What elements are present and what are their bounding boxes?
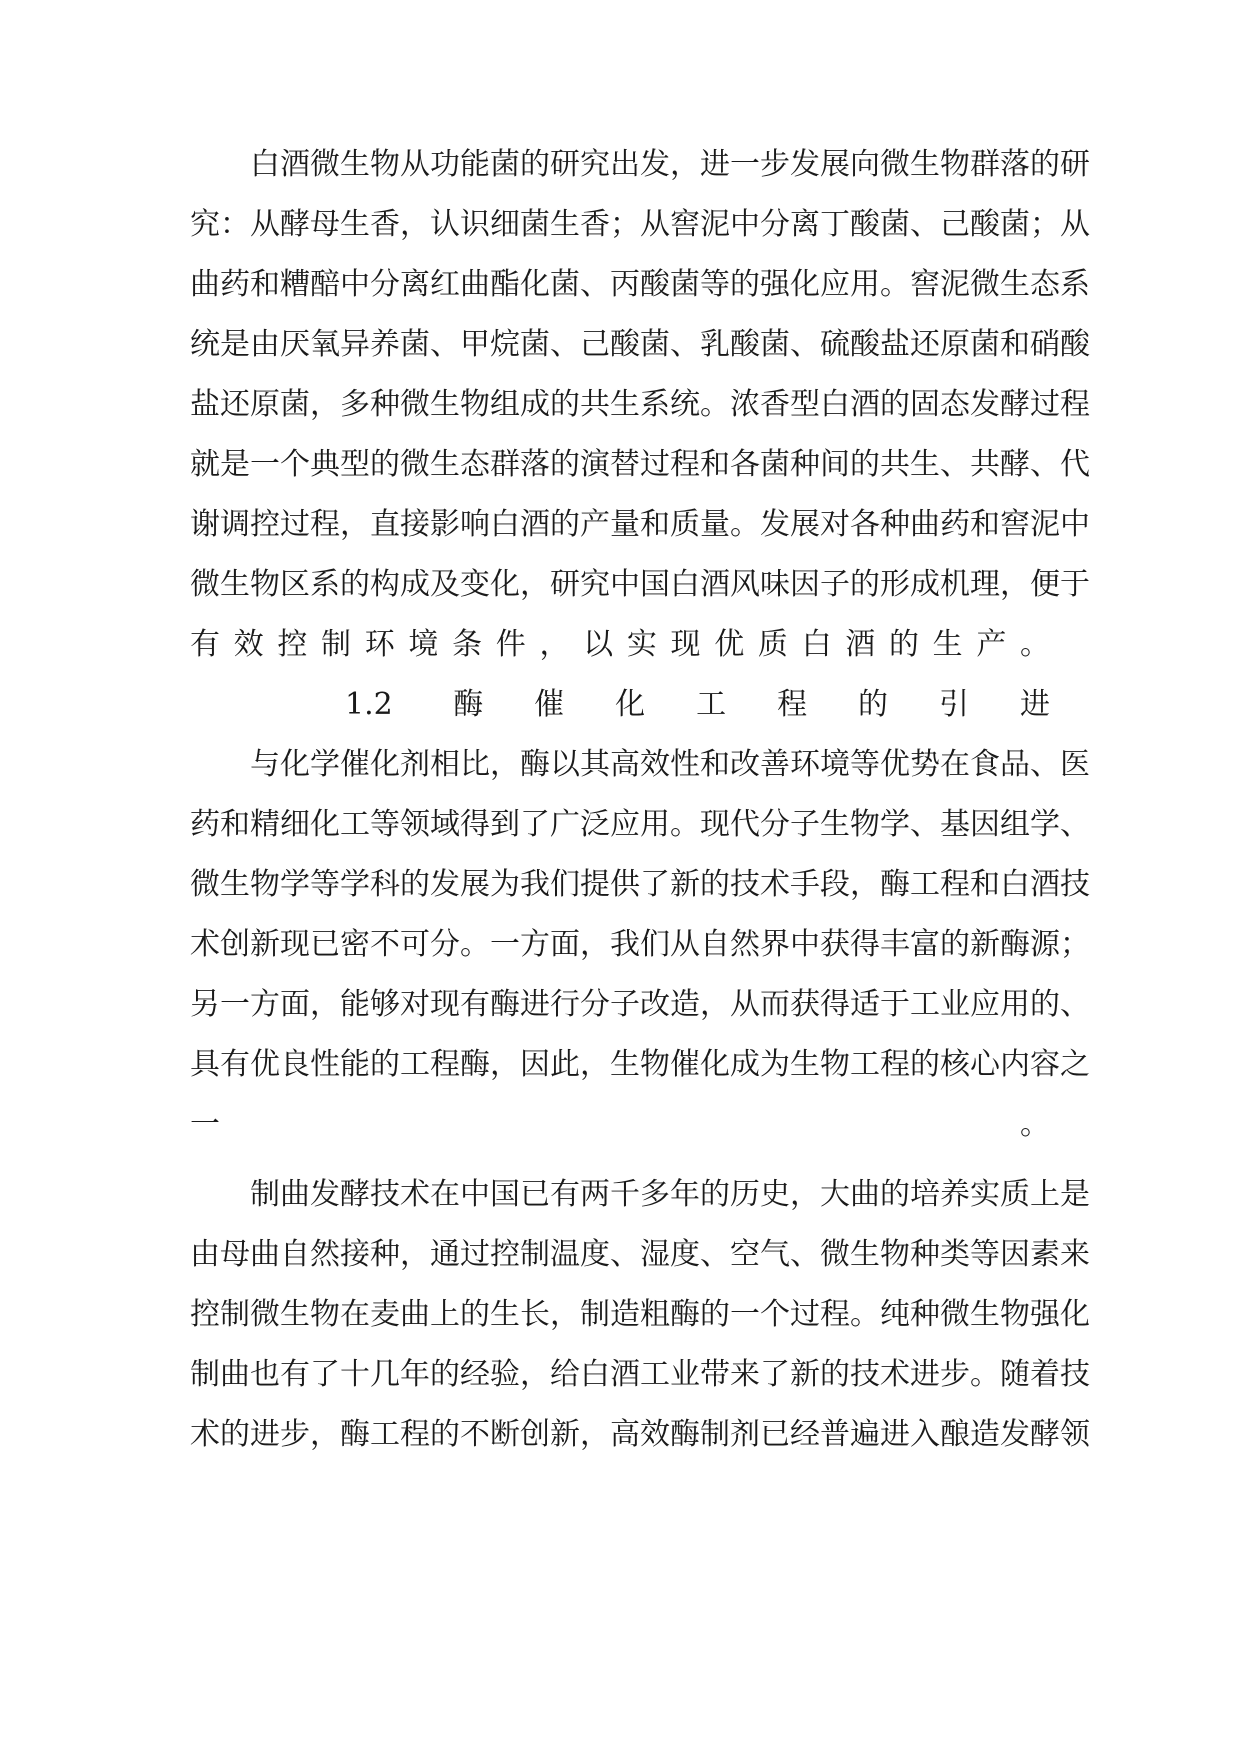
paragraph-1-line-1: 白酒微生物从功能菌的研究出发，进一步发展向微生物群落的研 xyxy=(250,147,1090,182)
paragraph-2-line-2: 药和精细化工等领域得到了广泛应用。现代分子生物学、基因组学、 xyxy=(190,807,1090,842)
paragraph-1-line-8: 微生物区系的构成及变化，研究中国白酒风味因子的形成机理，便于 xyxy=(190,567,1090,602)
paragraph-3-line-2: 由母曲自然接种，通过控制温度、湿度、空气、微生物种类等因素来 xyxy=(190,1237,1090,1272)
paragraph-1-line-4: 统是由厌氧异养菌、甲烷菌、己酸菌、乳酸菌、硫酸盐还原菌和硝酸 xyxy=(190,327,1090,362)
paragraph-2-line-6: 具有优良性能的工程酶，因此，生物催化成为生物工程的核心内容之 xyxy=(190,1047,1090,1082)
paragraph-1-line-2: 究：从酵母生香，认识细菌生香；从窖泥中分离丁酸菌、己酸菌；从 xyxy=(190,207,1090,242)
paragraph-3-line-5: 术的进步，酶工程的不断创新，高效酶制剂已经普遍进入酿造发酵领 xyxy=(190,1417,1090,1452)
paragraph-1-line-6: 就是一个典型的微生态群落的演替过程和各菌种间的共生、共酵、代 xyxy=(190,447,1090,482)
paragraph-2-line-3: 微生物学等学科的发展为我们提供了新的技术手段，酶工程和白酒技 xyxy=(190,867,1090,902)
paragraph-2-line-4: 术创新现已密不可分。一方面，我们从自然界中获得丰富的新酶源； xyxy=(190,927,1090,962)
paragraph-2-line-5: 另一方面，能够对现有酶进行分子改造，从而获得适于工业应用的、 xyxy=(190,987,1090,1022)
paragraph-2-line-7: 一 。 xyxy=(190,1107,1050,1142)
paragraph-1-line-3: 曲药和糟醅中分离红曲酯化菌、丙酸菌等的强化应用。窖泥微生态系 xyxy=(190,267,1090,302)
section-heading: 1.2 酶催化工程的引进 xyxy=(345,687,1050,722)
paragraph-1-line-5: 盐还原菌，多种微生物组成的共生系统。浓香型白酒的固态发酵过程 xyxy=(190,387,1090,422)
paragraph-2-line-1: 与化学催化剂相比，酶以其高效性和改善环境等优势在食品、医 xyxy=(250,747,1090,782)
paragraph-1-line-9: 有效控制环境条件，以实现优质白酒的生产。 xyxy=(190,627,1050,662)
paragraph-1-line-7: 谢调控过程，直接影响白酒的产量和质量。发展对各种曲药和窖泥中 xyxy=(190,507,1090,542)
paragraph-3-line-1: 制曲发酵技术在中国已有两千多年的历史，大曲的培养实质上是 xyxy=(250,1177,1090,1212)
paragraph-3-line-3: 控制微生物在麦曲上的生长，制造粗酶的一个过程。纯种微生物强化 xyxy=(190,1297,1090,1332)
paragraph-3-line-4: 制曲也有了十几年的经验，给白酒工业带来了新的技术进步。随着技 xyxy=(190,1357,1090,1392)
